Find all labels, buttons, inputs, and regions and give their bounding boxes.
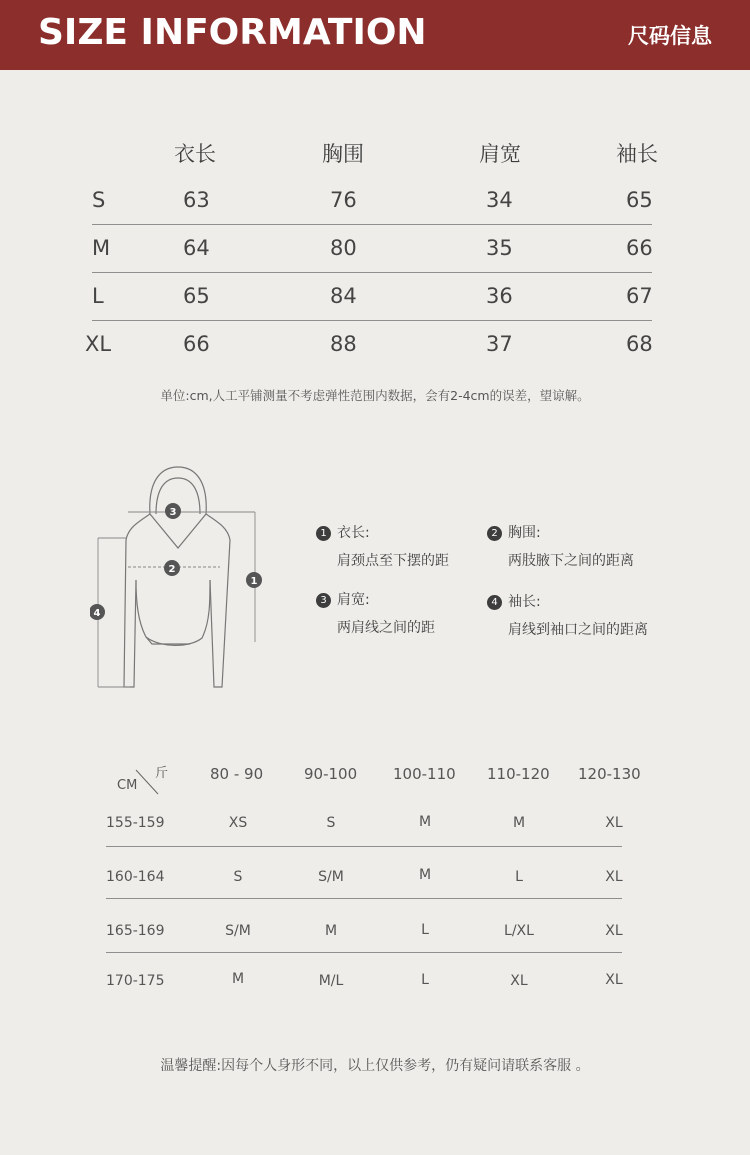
weight-header: 90-100 [304, 765, 358, 783]
value-chest: 76 [330, 188, 357, 212]
page-title: SIZE INFORMATION [38, 12, 427, 53]
value-chest: 84 [330, 284, 357, 308]
value-length: 66 [183, 332, 210, 356]
size-cell: M [418, 814, 432, 830]
value-shoulder: 35 [486, 236, 513, 260]
table-row [0, 332, 750, 380]
size-label: L [92, 284, 104, 308]
size-cell: S [233, 869, 243, 885]
legend-label: 袖长: [508, 594, 541, 610]
legend-label: 肩宽: [337, 592, 370, 608]
legend-label: 衣长: [337, 525, 370, 541]
legend-number: 4 [487, 595, 502, 610]
hoodie-outline-icon [90, 462, 280, 697]
value-sleeve: 68 [626, 332, 653, 356]
weight-header: 120-130 [578, 765, 641, 783]
row-divider [92, 272, 652, 273]
size-cell: M [231, 971, 245, 987]
marker-1-label: 1 [250, 576, 258, 587]
value-shoulder: 36 [486, 284, 513, 308]
value-sleeve: 67 [626, 284, 653, 308]
size-cell: L [515, 869, 523, 885]
size-cell: S/M [225, 923, 251, 939]
size-cell: S [326, 815, 336, 831]
marker-3-label: 3 [169, 507, 177, 518]
size-cell: M [512, 815, 526, 831]
weight-header: 110-120 [487, 765, 550, 783]
size-cell: XL [605, 972, 623, 988]
height-label: 155-159 [106, 815, 165, 831]
legend-desc: 肩颈点至下摆的距 [337, 553, 449, 569]
legend-number: 3 [316, 593, 331, 608]
legend-number: 1 [316, 526, 331, 541]
size-label: S [92, 188, 106, 212]
size-label: XL [85, 332, 112, 356]
col-header-length: 衣长 [174, 142, 216, 166]
measurement-note: 单位:cm,人工平铺测量不考虑弹性范围内数据，会有2-4cm的误差，望谅解。 [160, 388, 590, 403]
size-cell: M [324, 923, 338, 939]
header-banner [0, 0, 750, 70]
legend-number: 2 [487, 526, 502, 541]
size-cell: XL [605, 815, 623, 831]
legend-label: 胸围: [508, 525, 541, 541]
size-cell: L [421, 922, 429, 938]
value-shoulder: 34 [486, 188, 513, 212]
row-divider [106, 898, 622, 899]
legend-length [316, 522, 449, 570]
value-sleeve: 66 [626, 236, 653, 260]
legend-desc: 两肩线之间的距 [337, 620, 435, 636]
garment-diagram [90, 462, 280, 697]
legend-shoulder [316, 589, 435, 637]
size-cell: S/M [318, 869, 344, 885]
height-label: 160-164 [106, 869, 165, 885]
table-row [0, 188, 750, 236]
col-header-shoulder: 肩宽 [479, 142, 521, 166]
value-chest: 80 [330, 236, 357, 260]
col-header-sleeve: 袖长 [616, 142, 658, 166]
reminder-note: 温馨提醒:因每个人身形不同，以上仅供参考，仍有疑问请联系客服 。 [160, 1058, 590, 1074]
col-header-chest: 胸围 [322, 142, 364, 166]
legend-chest [487, 522, 634, 570]
value-length: 64 [183, 236, 210, 260]
value-length: 63 [183, 188, 210, 212]
size-cell: XL [605, 869, 623, 885]
value-chest: 88 [330, 332, 357, 356]
row-divider [92, 320, 652, 321]
size-label: M [92, 236, 111, 260]
legend-desc: 肩线到袖口之间的距离 [508, 622, 648, 638]
weight-header: 80 - 90 [210, 765, 264, 783]
weight-header: 100-110 [393, 765, 456, 783]
legend-sleeve [487, 591, 648, 639]
value-sleeve: 65 [626, 188, 653, 212]
row-divider [92, 224, 652, 225]
size-cell: M [418, 867, 432, 883]
size-cell: L/XL [504, 923, 534, 939]
value-length: 65 [183, 284, 210, 308]
row-divider [106, 952, 622, 953]
marker-4-label: 4 [93, 608, 101, 619]
corner-height-unit: CM [117, 778, 138, 793]
marker-2-label: 2 [168, 564, 176, 575]
corner-weight-unit: 斤 [155, 766, 169, 781]
page-title-cn: 尺码信息 [628, 24, 712, 48]
legend-desc: 两肢腋下之间的距离 [508, 553, 634, 569]
row-divider [106, 846, 622, 847]
table-row [0, 236, 750, 284]
value-shoulder: 37 [486, 332, 513, 356]
size-cell: XS [228, 815, 248, 831]
height-label: 165-169 [106, 923, 165, 939]
size-cell: M/L [318, 973, 344, 989]
size-cell: L [421, 972, 429, 988]
size-cell: XL [605, 923, 623, 939]
height-label: 170-175 [106, 973, 165, 989]
size-cell: XL [510, 973, 528, 989]
table-row [0, 284, 750, 332]
